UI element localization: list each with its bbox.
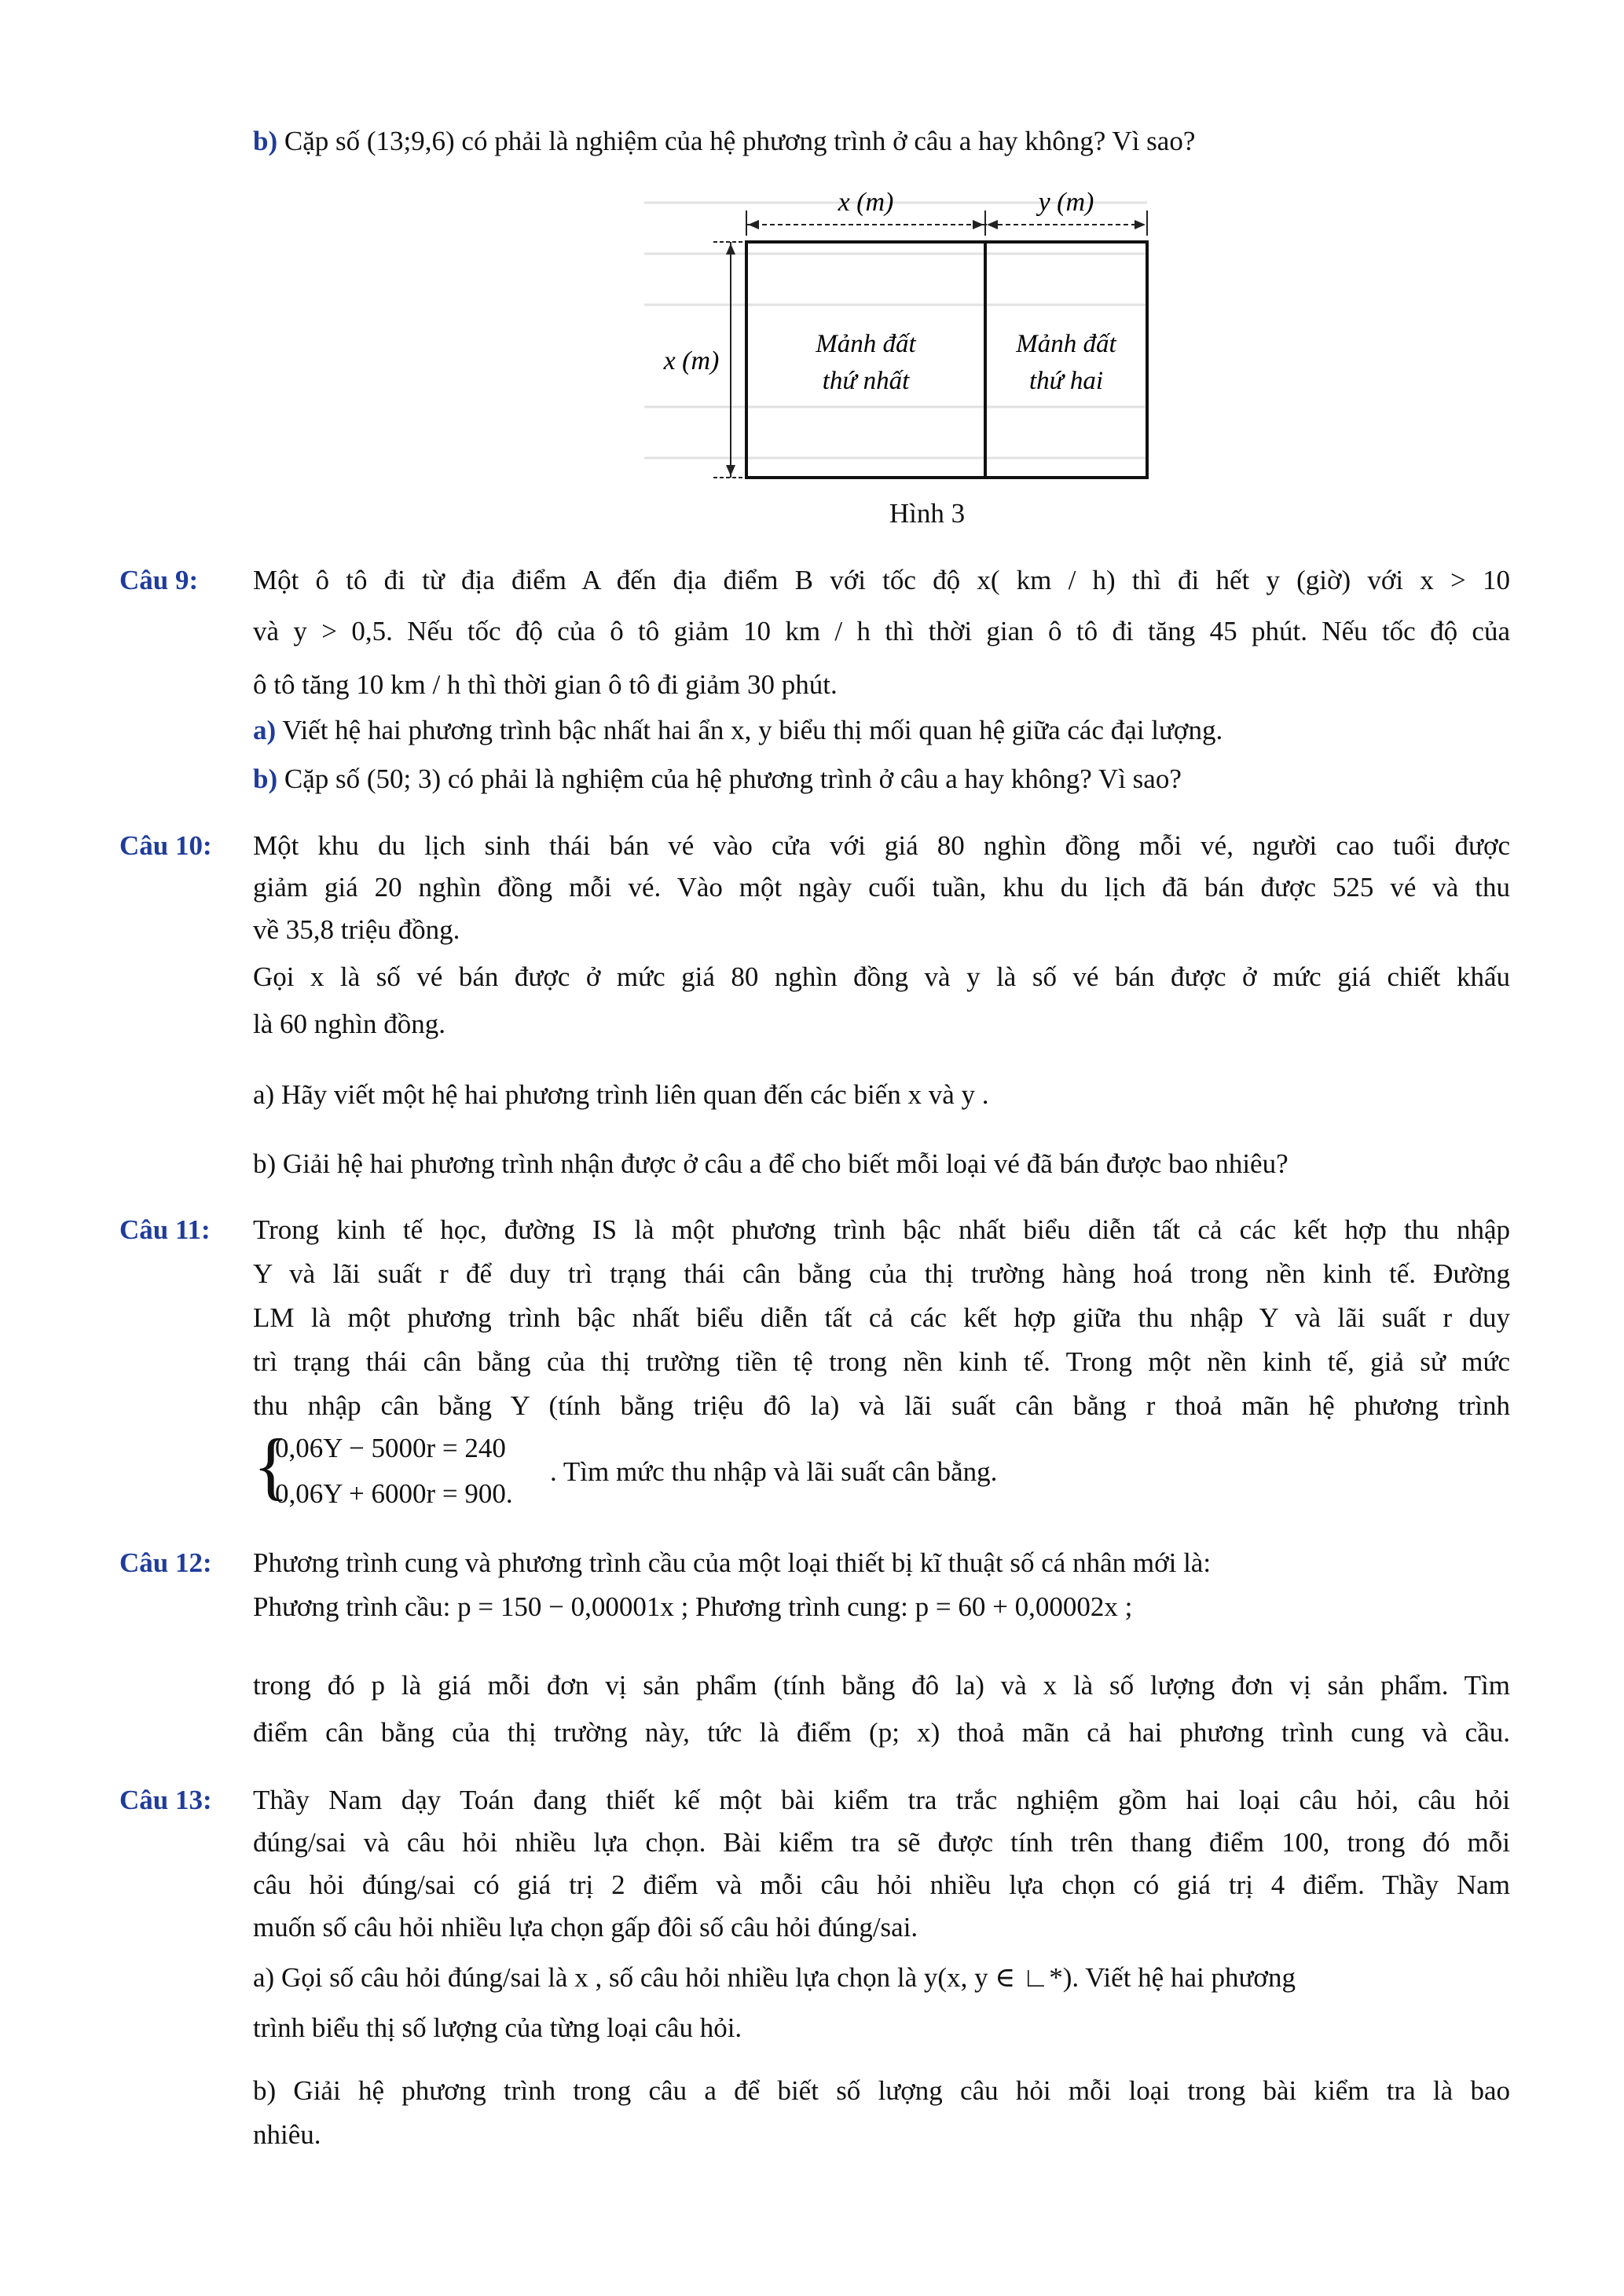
plot-first-label-2: thứ nhất — [822, 367, 910, 395]
plot-second-label-2: thứ hai — [1028, 367, 1104, 395]
q13-number: Câu 13: — [119, 1785, 212, 1815]
q13-line-3: câu hỏi đúng/sai có giá trị 2 điểm và mỗi câu hỏi nhiều lựa chọn có giá trị 4 điểm. Thầy Nam — [253, 1869, 1510, 1900]
q10-line-3: về 35,8 triệu đồng. — [253, 914, 460, 945]
q8b-text: Cặp số (13;9,6) có phải là nghiệm của hệ phương trình ở câu a hay không? Vì sao? — [277, 126, 1196, 156]
q9-a-label: a) — [253, 715, 277, 745]
q13-part-a-line-1: a) Gọi số câu hỏi đúng/sai là x , số câu hỏi nhiều lựa chọn là y(x, y ∈ ∟*). Viết hệ hai phương — [253, 1962, 1296, 1993]
q10-part-b: b) Giải hệ hai phương trình nhận được ở câu a để cho biết mỗi loại vé đã bán được bao nhiêu? — [253, 1148, 1289, 1179]
q11-equation-2: 0,06Y + 6000r = 900. — [275, 1478, 513, 1509]
q12-line-3: trong đó p là giá mỗi đơn vị sản phẩm (tính bằng đô la) và x là số lượng đơn vị sản phẩm. Tìm — [253, 1670, 1510, 1701]
q11-equation-1: 0,06Y − 5000r = 240 — [275, 1433, 506, 1463]
q13-line-2: đúng/sai và câu hỏi nhiều lựa chọn. Bài kiểm tra sẽ được tính trên thang điểm 100, trong đó mỗi — [253, 1827, 1510, 1858]
figure-left-x-label: x (m) — [663, 346, 720, 375]
q11-tail: . Tìm mức thu nhập và lãi suất cân bằng. — [550, 1456, 998, 1487]
q13-part-a-line-2: trình biểu thị số lượng của từng loại câu hỏi. — [253, 2012, 742, 2043]
q11-line-5: thu nhập cân bằng Y (tính bằng triệu đô la) và lãi suất cân bằng r thoả mãn hệ phương trình — [253, 1390, 1510, 1421]
q11-line-1: Trong kinh tế học, đường IS là một phương trình bậc nhất biểu diễn tất cả các kết hợp thu nhập — [253, 1214, 1510, 1245]
q9-line-1: Một ô tô đi từ địa điểm A đến địa điểm B với tốc độ x( km / h) thì đi hết y (giờ) với x > 10 — [253, 565, 1510, 595]
q12-line-2: Phương trình cầu: p = 150 − 0,00001x ; Phương trình cung: p = 60 + 0,00002x ; — [253, 1591, 1133, 1622]
q13-part-b-line-1: b) Giải hệ phương trình trong câu a để biết số lượng câu hỏi mỗi loại trong bài kiểm tra là bao — [253, 2075, 1510, 2106]
q11-number: Câu 11: — [119, 1214, 211, 1245]
q9-line-2: và y > 0,5. Nếu tốc độ của ô tô giảm 10 km / h thì thời gian ô tô đi tăng 45 phút. Nếu tốc độ của — [253, 616, 1510, 646]
plot-first-label-1: Mảnh đất — [816, 330, 916, 358]
q10-number: Câu 10: — [119, 830, 212, 861]
q10-line-1: Một khu du lịch sinh thái bán vé vào cửa với giá 80 nghìn đồng mỗi vé, người cao tuổi được — [253, 830, 1510, 861]
q9-number: Câu 9: — [119, 565, 199, 595]
q12-line-1: Phương trình cung và phương trình cầu của một loại thiết bị kĩ thuật số cá nhân mới là: — [253, 1547, 1212, 1578]
plot-first-rect — [746, 242, 985, 478]
figure-caption: Hình 3 — [889, 498, 966, 529]
plot-second-label-1: Mảnh đất — [1016, 330, 1116, 358]
figure-hinh-3 — [644, 187, 1179, 485]
q8b-line — [253, 124, 1195, 159]
q9-part-b — [253, 762, 1182, 796]
q10-line-2: giảm giá 20 nghìn đồng mỗi vé. Vào một ngày cuối tuần, khu du lịch đã bán được 525 vé và thu — [253, 872, 1510, 903]
q13-line-4: muốn số câu hỏi nhiều lựa chọn gấp đôi số câu hỏi đúng/sai. — [253, 1912, 918, 1943]
figure-top-y-label: y (m) — [1038, 188, 1094, 217]
q9-part-a — [253, 713, 1223, 748]
q10-part-a: a) Hãy viết một hệ hai phương trình liên quan đến các biến x và y . — [253, 1079, 989, 1110]
q11-line-2: Y và lãi suất r để duy trì trạng thái cân bằng của thị trường hàng hoá trong nền kinh tế. Đường — [253, 1258, 1510, 1289]
figure-top-x-label: x (m) — [838, 188, 894, 217]
equation-system-brace: { — [253, 1423, 290, 1507]
q9-b-label: b) — [253, 764, 278, 794]
q8b-label: b) — [253, 126, 278, 156]
q11-line-4: trì trạng thái cân bằng của thị trường tiền tệ trong nền kinh tế. Trong một nền kinh tế, giả sử mức — [253, 1346, 1510, 1377]
q10-line-5: là 60 nghìn đồng. — [253, 1009, 445, 1039]
q9-line-3: ô tô tăng 10 km / h thì thời gian ô tô đi giảm 30 phút. — [253, 669, 838, 700]
q9-b-text: Cặp số (50; 3) có phải là nghiệm của hệ phương trình ở câu a hay không? Vì sao? — [277, 764, 1182, 794]
q13-line-1: Thầy Nam dạy Toán đang thiết kế một bài kiểm tra trắc nghiệm gồm hai loại câu hỏi, câu hỏi — [253, 1785, 1510, 1815]
q11-line-3: LM là một phương trình bậc nhất biểu diễn tất cả các kết hợp giữa thu nhập Y và lãi suất r duy — [253, 1302, 1510, 1333]
q12-number: Câu 12: — [119, 1547, 212, 1578]
plot-second-rect — [985, 242, 1147, 478]
q12-line-4: điểm cân bằng của thị trường này, tức là điểm (p; x) thoả mãn cả hai phương trình cung và cầu. — [253, 1717, 1510, 1748]
q9-a-text: Viết hệ hai phương trình bậc nhất hai ẩn x, y biểu thị mối quan hệ giữa các đại lượng. — [276, 715, 1223, 745]
q13-part-b-line-2: nhiêu. — [253, 2119, 321, 2150]
q10-line-4: Gọi x là số vé bán được ở mức giá 80 nghìn đồng và y là số vé bán được ở mức giá chiết khấu — [253, 961, 1510, 992]
